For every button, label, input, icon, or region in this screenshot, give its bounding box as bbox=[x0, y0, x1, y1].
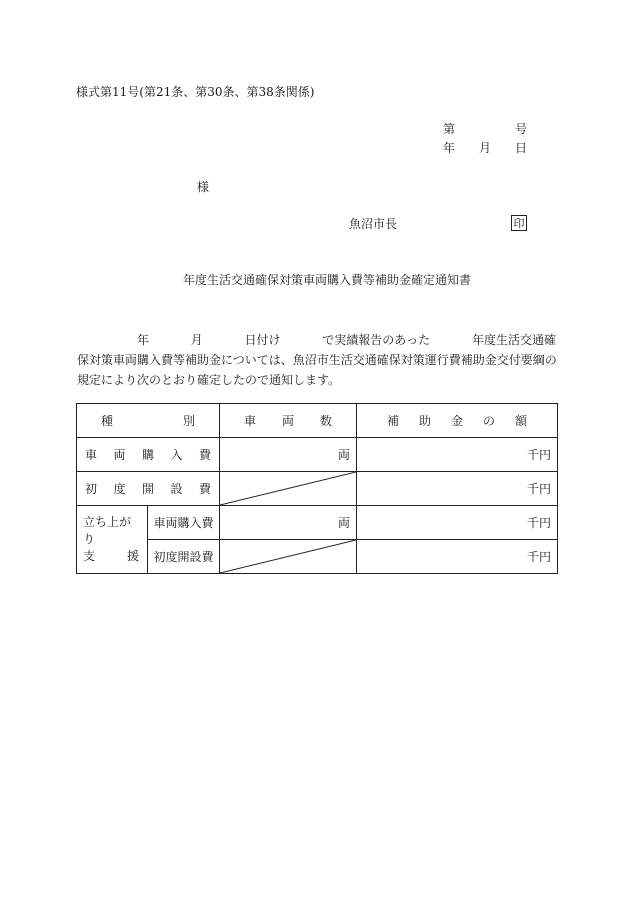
date-year: 年 bbox=[443, 141, 456, 155]
header-amount: 補 助 金 の 額 bbox=[357, 404, 558, 438]
issuer-name: 魚沼市長 bbox=[349, 217, 398, 231]
vehicles-count-cell-struck bbox=[220, 540, 357, 574]
vehicles-count-cell-struck bbox=[220, 472, 357, 506]
vehicles-count-cell: 両 bbox=[220, 506, 357, 540]
document-number-line bbox=[443, 123, 527, 135]
row-label-vehicle-purchase: 車 両 購 入 費 bbox=[77, 438, 220, 472]
body-report-phrase: で実績報告のあった bbox=[322, 333, 431, 347]
header-vehicles: 車 両 数 bbox=[220, 404, 357, 438]
table-row bbox=[77, 472, 558, 506]
sub-label-initial-setup: 初度開設費 bbox=[148, 540, 220, 574]
document-title: 年度生活交通確保対策車両購入費等補助金確定通知書 bbox=[183, 273, 472, 287]
body-date-suffix: 日付け bbox=[244, 333, 281, 347]
subsidy-table bbox=[76, 403, 558, 574]
diagonal-strike bbox=[220, 540, 356, 573]
amount-cell: 千円 bbox=[357, 438, 558, 472]
table-row bbox=[77, 506, 558, 540]
body-month: 月 bbox=[190, 333, 203, 347]
table-row bbox=[77, 540, 558, 574]
sub-label-vehicle-purchase: 車両購入費 bbox=[148, 506, 220, 540]
table-header-row bbox=[77, 404, 558, 438]
body-line-3: 規定により次のとおり確定したので通知します。 bbox=[77, 373, 341, 387]
date-line bbox=[443, 142, 527, 154]
date-day: 日 bbox=[514, 141, 527, 155]
body-paragraph bbox=[77, 330, 556, 390]
amount-cell: 千円 bbox=[357, 472, 558, 506]
number-suffix: 号 bbox=[514, 122, 527, 136]
header-category: 種 別 bbox=[77, 404, 220, 438]
body-year: 年 bbox=[137, 333, 150, 347]
form-number: 様式第11号(第21条、第30条、第38条関係) bbox=[76, 85, 315, 99]
diagonal-strike bbox=[220, 472, 356, 505]
body-fiscal-year: 年度生活交通確 bbox=[471, 333, 556, 347]
amount-cell: 千円 bbox=[357, 540, 558, 574]
body-line-2: 保対策車両購入費等補助金については、魚沼市生活交通確保対策運行費補助金交付要綱の bbox=[77, 353, 557, 367]
number-prefix: 第 bbox=[443, 122, 456, 136]
addressee-suffix: 様 bbox=[197, 180, 210, 194]
date-month: 月 bbox=[478, 141, 491, 155]
vehicles-count-cell: 両 bbox=[220, 438, 357, 472]
body-line-1 bbox=[77, 330, 556, 350]
seal-mark: 印 bbox=[511, 215, 527, 231]
table-row bbox=[77, 438, 558, 472]
launch-support-label: 立ち上がり 支 援 bbox=[77, 506, 148, 574]
amount-cell: 千円 bbox=[357, 506, 558, 540]
row-label-initial-setup: 初 度 開 設 費 bbox=[77, 472, 220, 506]
